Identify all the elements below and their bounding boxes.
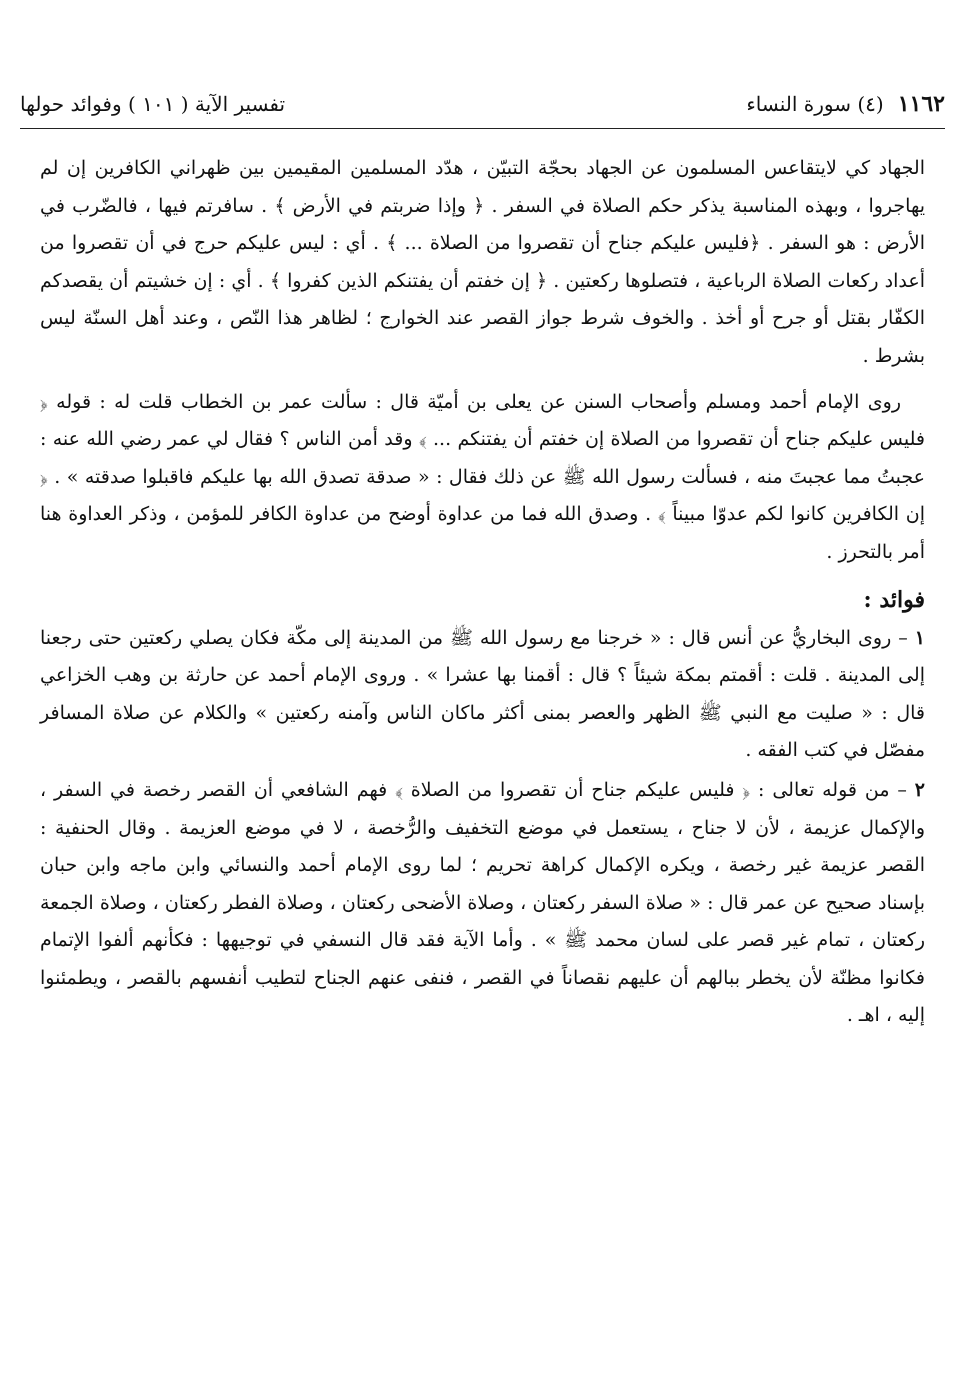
fawaid-heading: فوائد : (863, 586, 925, 613)
header-right-group (746, 91, 945, 117)
running-title: تفسير الآية ( ١٠١ ) وفوائد حولها (20, 92, 286, 116)
page-header (20, 84, 945, 124)
fawaid-item-text: – روى البخاريُّ عن أنس قال : « خرجنا مع رسول الله ﷺ من المدينة إلى مكّة فكان يصلي ركعتين حتى رجعنا إلى المدينة . قلت : أقمتم بمكة شيئاً ؟ قال : أقمنا بها عشرا » . وروى الإمام أحمد عن حارثة بن وهب الخزاعي قال : « صليت مع النبي ﷺ الظهر والعصر بمنى أكثر ماكان الناس وآمنه ركعتين » والكلام عن صلاة المسافر مفصّل في كتب الفقه . (40, 626, 925, 762)
header-divider (20, 128, 945, 129)
paragraph-hadith: روى الإمام أحمد ومسلم وأصحاب السنن عن يعلى بن أميّة قال : سألت عمر بن الخطاب قلت له : قوله ﴿ فليس عليكم جناح أن تقصروا من الصلاة إن خفتم أن يفتنكم ... ﴾ وقد أمن الناس ؟ فقال لي عمر رضي الله عنه : عجبتُ مما عجبتَ منه ، فسألت رسول الله ﷺ عن ذلك فقال : « صدقة تصدق الله بها عليكم فاقبلوا صدقته » . ﴿ إن الكافرين كانوا لكم عدوّا مبيناً ﴾ . وصدق الله فما من عداوة أوضح من عداوة الكافر للمؤمن ، وذكر العداوة هنا أمر بالتحرز . (40, 390, 925, 563)
fawaid-item-number: ١ (914, 626, 925, 649)
fawaid-item-1 (40, 620, 925, 770)
fawaid-item-text: – من قوله تعالى : ﴿ فليس عليكم جناح أن تقصروا من الصلاة ﴾ فهم الشافعي أن القصر رخصة في السفر ، والإكمال عزيمة ، لأن لا جناح ، يستعمل في موضع التخفيف والرُّخصة ، لا في موضع العزيمة . وقال الحنفية : القصر عزيمة غير رخصة ، ويكره الإكمال كراهة تحريم ؛ لما روى الإمام أحمد والنسائي وابن ماجه وابن حبان بإسناد صحيح عن عمر قال : « صلاة السفر ركعتان ، وصلاة الأضحى ركعتان ، وصلاة الفطر ركعتان ، وصلاة الجمعة ركعتان ، تمام غير قصر على لسان محمد ﷺ » . وأما الآية فقد قال النسفي في توجيهها : فكأنهم ألفوا الإتمام فكانوا مظنّة لأن يخطر ببالهم أن عليهم نقصاناً في القصر ، فنفى عنهم الجناح لتطيب أنفسهم بالقصر ، ويطمئنوا إليه ، اهـ . (40, 778, 925, 1027)
page-body (40, 150, 925, 1037)
paragraph-tafsir: الجهاد كي لايتقاعس المسلمون عن الجهاد بحجّة التبيّن ، هدّد المسلمين المقيمين بين ظهراني الكافرين إن لم يهاجروا ، وبهذه المناسبة يذكر حكم الصلاة في السفر . ﴿ وإذا ضربتم في الأرض ﴾ . سافرتم فيها ، فالضّرب في الأرض : هو السفر . ﴿فليس عليكم جناح أن تقصروا من الصلاة ... ﴾ . أي : ليس عليكم حرج في أن تقصروا من أعداد ركعات الصلاة الرباعية ، فتصلوها ركعتين . ﴿ إن خفتم أن يفتنكم الذين كفروا ﴾ . أي : إن خشيتم أن يقصدكم الكفّار بقتل أو جرح أو أخذ . والخوف شرط جواز القصر عند الخوارج ؛ لظاهر هذا النّص ، وعند أهل السنّة ليس بشرط . (40, 157, 925, 367)
fawaid-item-2 (40, 772, 925, 1035)
page-number: ١١٦٢ (897, 91, 945, 117)
fawaid-item-number: ٢ (914, 778, 925, 801)
surah-name: (٤) سورة النساء (746, 92, 884, 116)
